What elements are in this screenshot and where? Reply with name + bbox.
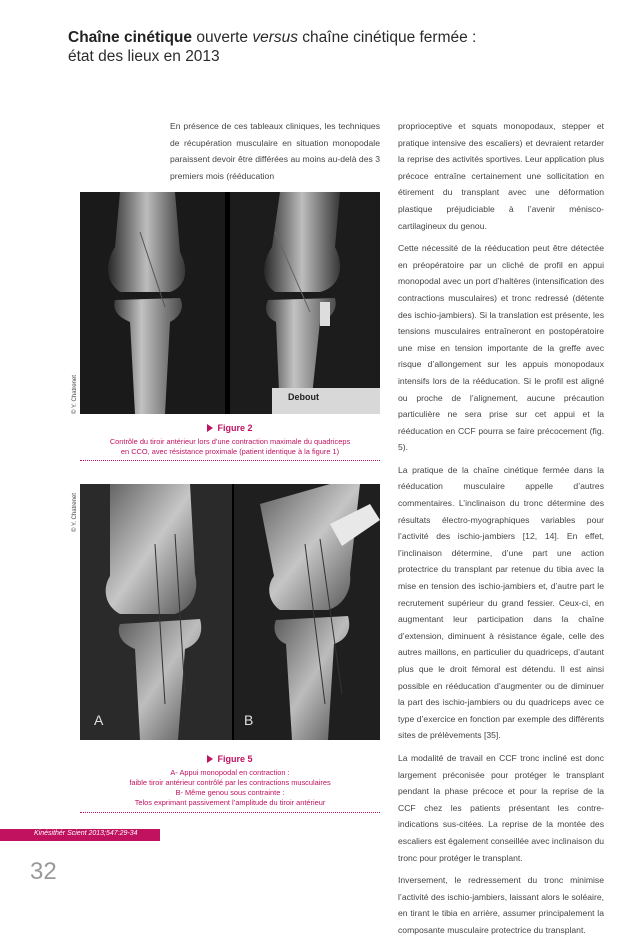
figure-5-caption-line-3: B- Même genou sous contrainte : — [175, 788, 285, 797]
photo-label-debout: Debout — [288, 392, 319, 402]
figure-2-title-text: Figure 2 — [217, 423, 253, 433]
figure-5-caption — [80, 768, 380, 808]
article-subtitle: état des lieux en 2013 — [68, 48, 220, 65]
paragraph-3: La pratique de la chaîne cinétique fermée dans la rééducation musculaire appelle d’autres commentaires. L’inclinaison du tronc détermine des résultats électro-myographiques variables pour l’activité des ischio-jambiers [12, 14]. En effet, l’inclinaison détermine, d’une part une action protectrice du transplant par retenue du tibia avec la mise en tension des ischio-jambiers et, d’autre part le recrutement supérieur du grand fessier. Ceux-ci, en augmentant leur participation dans la chaîne d’extension, diminuent à résistance égale, celle des autres maillons, en particulier du quadriceps, d’autant plus que le droit fémoral est détendu. Il est ainsi possible en rééducation d’augmenter ou de diminuer la part des ischio-jambiers ou du quadriceps avec ce type d’exercice en fonction par exemple des différents sites de prélèvements [35]. — [398, 464, 604, 741]
figure-5-divider — [80, 812, 380, 813]
figure-5-caption-line-2: faible tiroir antérieur contrôlé par les contractions musculaires — [129, 778, 331, 787]
intro-paragraph: En présence de ces tableaux cliniques, les techniques de récupération musculaire en situation monopodale paraissent devoir être différées au moins au-delà des 3 premiers mois (rééducation — [170, 121, 380, 181]
figure-5-title — [80, 754, 380, 764]
title-normal: ouverte — [192, 29, 253, 46]
figure-2-image — [80, 192, 380, 414]
figure-5-caption-line-4: Telos exprimant passivement l’amplitude du tiroir antérieur — [134, 798, 326, 807]
photo-label-a: A — [94, 712, 104, 728]
journal-citation: Kinésithér Scient 2013;547:29-34 — [34, 830, 138, 837]
figure-5-caption-line-1: A- Appui monopodal en contraction : — [170, 768, 290, 777]
figure-2-title — [80, 423, 380, 433]
figure-2-caption — [80, 437, 380, 457]
xray-figure-2 — [80, 192, 380, 414]
paragraph-2: Cette nécessité de la rééducation peut être détectée en préopératoire par un cliché de profil en appui monopodal avec un port d’haltères (intensification des contractions musculaires) et tronc redressé (détente des ischio-jambiers). Si la translation est présente, les tensions musculaires entraîneront en postopératoire une mise en tension importante de la greffe avec risque d’allongement sur les appuis monopodaux intensifs lors de la rééducation. Si le profil est aligné ou proche de l’alignement, aucune précaution particulière ne sera prise sur cet appui et la rééducation en CCF pourra se faire précocement (fig. 5). — [398, 243, 604, 453]
figure-2-divider — [80, 460, 380, 461]
triangle-marker-icon — [207, 424, 213, 432]
title-italic: versus — [252, 29, 298, 46]
xray-figure-5 — [80, 484, 380, 740]
photo-label-b: B — [244, 712, 254, 728]
figure-2-caption-line-1: Contrôle du tiroir antérieur lors d’une contraction maximale du quadriceps — [109, 437, 351, 446]
page-number: 32 — [30, 858, 57, 885]
paragraph-5: Inversement, le redressement du tronc minimise l’activité des ischio-jambiers, laissant alors le soléaire, en tirant le tibia en arrière, assumer principalement la composante musculaire protectrice du transplant. — [398, 875, 604, 935]
figure-2-credit: © Y. Chatrenet — [72, 375, 78, 414]
right-column — [398, 118, 604, 945]
figure-5-title-text: Figure 5 — [217, 754, 253, 764]
triangle-marker-icon — [207, 755, 213, 763]
title-rest: chaîne cinétique fermée : — [298, 29, 477, 46]
title-bold: Chaîne cinétique — [68, 29, 193, 46]
paragraph-4: La modalité de travail en CCF tronc incliné est donc largement préconisée pour protéger le transplant pendant la phase précoce et pour la reprise de la CCF chez les patients présentant les contre-indications sus-citées. La reprise de la montée des escaliers est également conseillée avec inclinaison du tronc pour protéger le transplant. — [398, 752, 604, 863]
article-title — [68, 28, 608, 47]
figure-5-image — [80, 484, 380, 740]
article-header — [68, 28, 608, 66]
figure-2-caption-line-2: en CCO, avec résistance proximale (patient identique à la figure 1) — [120, 447, 340, 456]
paragraph-1: proprioceptive et squats monopodaux, stepper et pratique intensive des escaliers) et devraient retarder la reprise des activités sportives. Leur application plus précoce entraîne certainement une sollicitation en étirement du transplant avec une déformation plastique préjudiciable à l’avenir ménisco-cartilagineux du genou. — [398, 121, 604, 231]
figure-5-credit: © Y. Chatrenet — [72, 493, 78, 532]
